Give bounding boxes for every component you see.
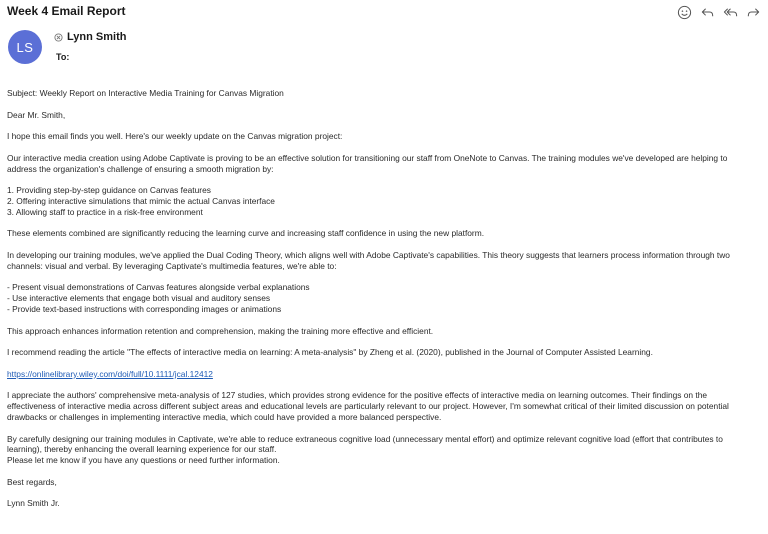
smile-icon[interactable] [675, 3, 693, 21]
intro-paragraph: I hope this email finds you well. Here's our weekly update on the Canvas migration project: [7, 131, 343, 142]
sender-name[interactable]: Lynn Smith [67, 31, 127, 43]
signature: Lynn Smith Jr. [7, 498, 60, 509]
paragraph-group [7, 434, 755, 466]
link-paragraph [7, 369, 755, 380]
email-header [0, 0, 768, 24]
email-body [7, 88, 755, 520]
article-link[interactable]: https://onlinelibrary.wiley.com/doi/full/10.1111/jcal.12412 [7, 368, 213, 379]
closing: Best regards, [7, 476, 57, 487]
greeting: Dear Mr. Smith, [7, 109, 66, 120]
bullet-list [7, 282, 755, 314]
list-item: - Present visual demonstrations of Canvas features alongside verbal explanations [7, 282, 310, 293]
email-actions [675, 3, 762, 21]
list-item: 3. Allowing staff to practice in a risk-free environment [7, 206, 203, 217]
subject-line: Subject: Weekly Report on Interactive Media Training for Canvas Migration [7, 88, 284, 98]
to-label: To: [56, 52, 70, 62]
numbered-list [7, 185, 755, 217]
list-item: 1. Providing step-by-step guidance on Canvas features [7, 185, 211, 196]
paragraph: I recommend reading the article "The effects of interactive media on learning: A meta-analysis" by Zheng et al. (2020), published in the Journal of Computer Assisted Learning. [7, 347, 653, 358]
list-item: 2. Offering interactive simulations that mimic the actual Canvas interface [7, 195, 275, 206]
forward-icon[interactable] [744, 3, 762, 21]
list-item: - Use interactive elements that engage both visual and auditory senses [7, 293, 271, 304]
reply-icon[interactable] [698, 3, 716, 21]
paragraph: I appreciate the authors' comprehensive meta-analysis of 127 studies, which provides strong evidence for the positive effects of interactive media on learning outcomes. Their findings on the effectiveness of interactive media across different subject areas and educational levels are particularly relevant to our project. However, I'm somewhat critical of their limited discussion on potential drawbacks or challenges in implementing interactive media, which could have provided a more balanced perspective. [7, 390, 729, 422]
status-icon [54, 33, 63, 42]
paragraph: By carefully designing our training modules in Captivate, we're able to reduce extraneous cognitive load (unnecessary mental effort) and optimize relevant cognitive load (effort that contributes to learning), thereby enhancing the overall learning experience for our staff. [7, 433, 723, 455]
paragraph: This approach enhances information retention and comprehension, making the training more effective and efficient. [7, 325, 434, 336]
paragraph: In developing our training modules, we've applied the Dual Coding Theory, which aligns well with Adobe Captivate's capabilities. This theory suggests that learners process information through two channels: visual and verbal. By leveraging Captivate's multimedia features, we're able to: [7, 249, 730, 271]
reply-all-icon[interactable] [721, 3, 739, 21]
paragraph: These elements combined are significantly reducing the learning curve and increasing staff confidence in using the new platform. [7, 228, 485, 239]
email-title: Week 4 Email Report [7, 4, 126, 18]
paragraph: Our interactive media creation using Adobe Captivate is proving to be an effective solution for transitioning our staff from OneNote to Canvas. The training modules we've developed are helping to address the organization's challenge of ensuring a smooth migration by: [7, 152, 728, 174]
paragraph: Please let me know if you have any questions or need further information. [7, 455, 280, 466]
list-item: - Provide text-based instructions with corresponding images or animations [7, 303, 282, 314]
avatar[interactable]: LS [8, 30, 42, 64]
sender-row [54, 31, 126, 43]
